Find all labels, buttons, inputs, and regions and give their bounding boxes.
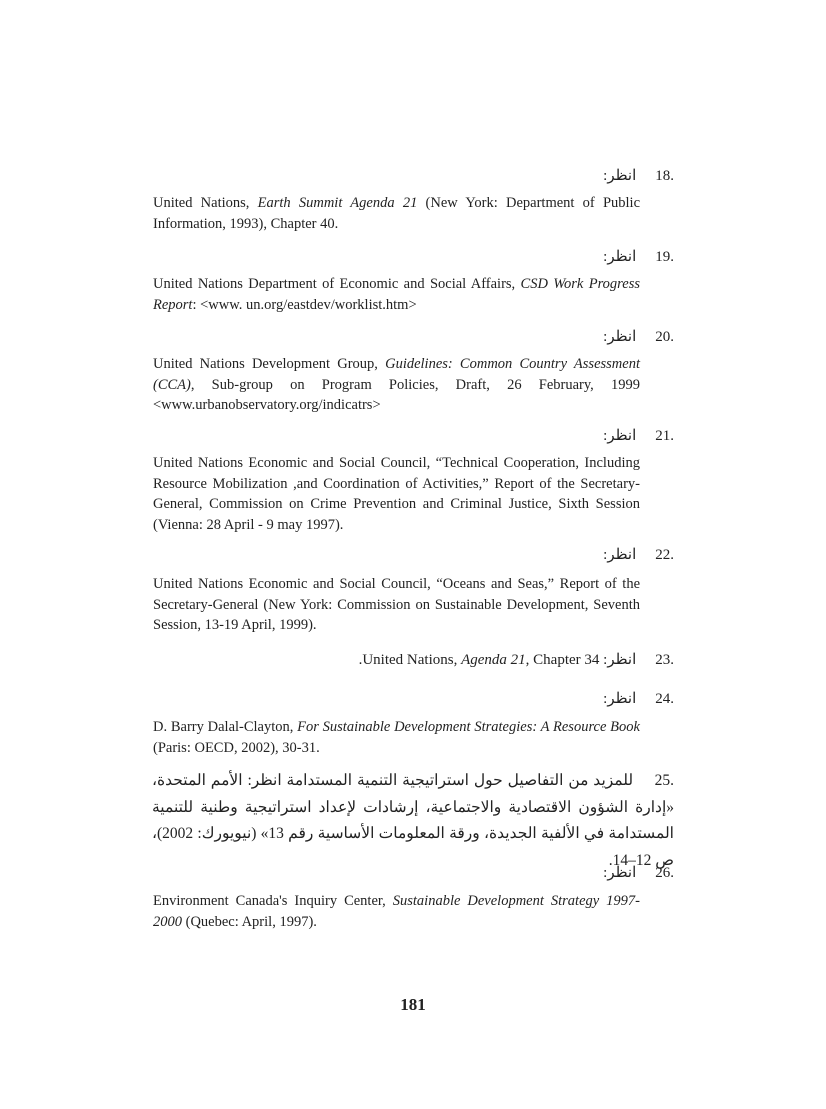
- note-20-reference: United Nations Development Group, Guidelines: Common Country Assessment (CCA), Sub-group on Program Policies, Draft, 26 February, 1999 <www.urbanobservatory.org/indicatrs>: [153, 356, 640, 413]
- note-number: .24: [655, 691, 674, 707]
- reference-title: For Sustainable Development Strategies: A Resource Book: [297, 719, 640, 735]
- note-number: .25: [654, 772, 675, 789]
- note-label: انظر:: [603, 691, 637, 707]
- reference-title: CSD Work Progress Report: [153, 276, 640, 313]
- note-number: .20: [655, 329, 674, 345]
- note-20-heading: [603, 327, 674, 347]
- note-18-heading: [603, 166, 674, 186]
- note-25-paragraph: [152, 768, 674, 874]
- note-21-heading: [603, 426, 674, 446]
- note-25-text: للمزيد من التفاصيل حول استراتيجية التنمية المستدامة انظر: الأمم المتحدة، «إدارة الشؤون الاقتصادية والاجتماعية، إرشادات لإعداد استراتيجية وطنية للتنمية المستدامة في الألفية الجديدة، ورقة المعلومات الأساسية رقم 13» (نيويورك: 2002)، ص 12–14.: [152, 772, 674, 869]
- note-number: .26: [655, 865, 674, 881]
- note-24-heading: [603, 689, 674, 709]
- note-label: انظر:: [603, 652, 637, 668]
- note-number: .19: [655, 249, 674, 265]
- page-number: 181: [400, 995, 426, 1014]
- reference-title: Agenda 21: [461, 652, 526, 668]
- note-label: انظر:: [603, 428, 637, 444]
- note-21-reference: United Nations Economic and Social Council, “Technical Cooperation, Including Resource Mobilization ,and Coordination of Activities,” Report of the Secretary-General, Commission on Crime Prevention and Criminal Justice, Sixth Session (Vienna: 28 April - 9 may 1997).: [153, 455, 640, 533]
- note-23-reference: .United Nations, Agenda 21, Chapter 34: [358, 652, 600, 668]
- reference-title: Earth Summit Agenda 21: [257, 195, 418, 211]
- note-22-heading: [603, 545, 674, 565]
- note-number: .23: [655, 652, 674, 668]
- note-label: انظر:: [603, 547, 637, 563]
- note-24-reference: D. Barry Dalal-Clayton, For Sustainable Development Strategies: A Resource Book (Paris: OECD, 2002), 30-31.: [153, 719, 640, 756]
- note-26-reference: Environment Canada's Inquiry Center, Sustainable Development Strategy 1997-2000 (Quebec: April, 1997).: [153, 893, 640, 930]
- note-label: انظر:: [603, 329, 637, 345]
- note-number: .21: [655, 428, 674, 444]
- note-label: انظر:: [603, 168, 637, 184]
- note-26-heading: [603, 863, 674, 883]
- note-number: .18: [655, 168, 674, 184]
- note-19-heading: [603, 247, 674, 267]
- reference-title: Sustainable Development Strategy 1997-2000: [153, 893, 640, 930]
- note-19-reference: United Nations Department of Economic and Social Affairs, CSD Work Progress Report: <www. un.org/eastdev/worklist.htm>: [153, 276, 640, 313]
- reference-title: Guidelines: Common Country Assessment (CCA): [153, 356, 640, 393]
- note-label: انظر:: [603, 249, 637, 265]
- note-18-reference: United Nations, Earth Summit Agenda 21 (New York: Department of Public Information, 1993), Chapter 40.: [153, 195, 641, 232]
- note-number: .22: [655, 547, 674, 563]
- note-label: انظر:: [603, 865, 637, 881]
- note-23-line: [359, 650, 674, 670]
- note-22-reference: United Nations Economic and Social Council, “Oceans and Seas,” Report of the Secretary-General (New York: Commission on Sustainable Development, Seventh Session, 13-19 April, 1999).: [153, 576, 640, 633]
